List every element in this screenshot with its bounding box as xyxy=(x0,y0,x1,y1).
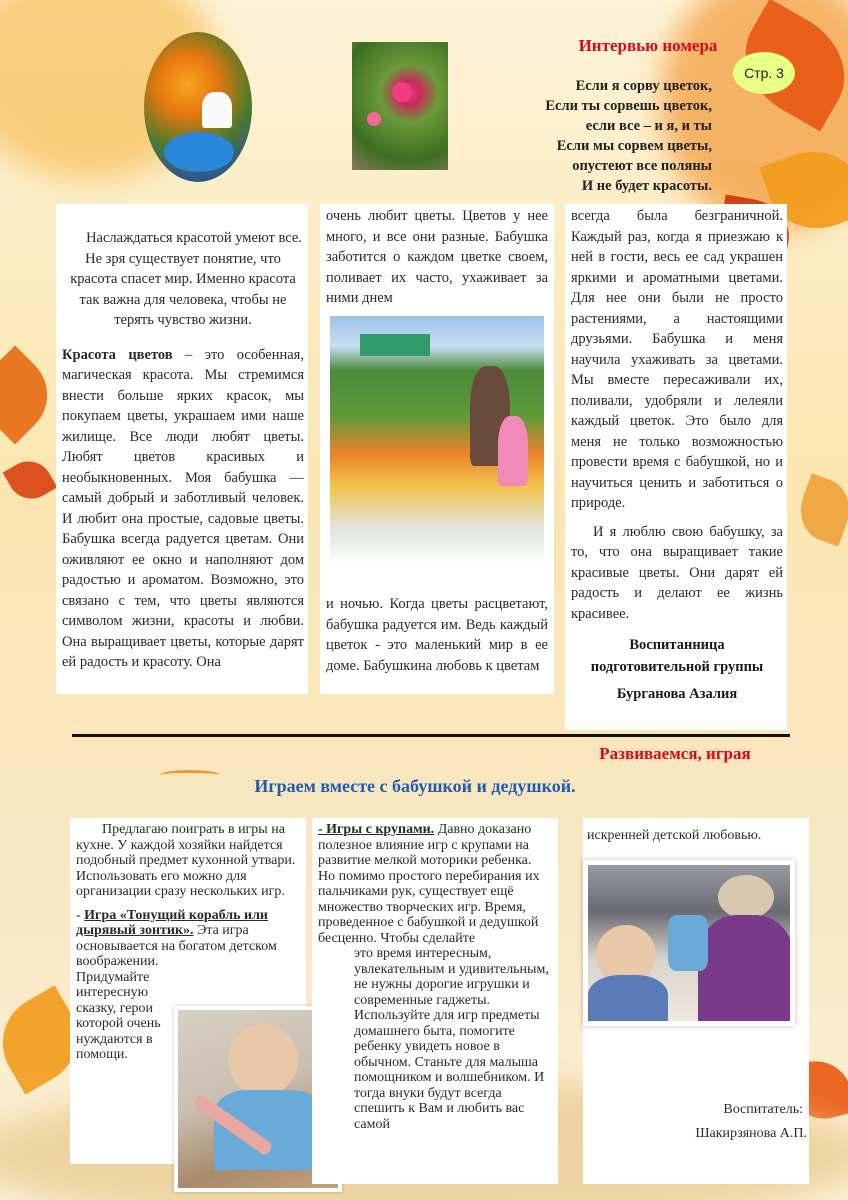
poem-line: Если я сорву цветок, xyxy=(575,78,712,94)
page-number-badge: Стр. 3 xyxy=(733,52,795,94)
photo-pink-flowers xyxy=(352,42,448,170)
body-text: искренней детской любовью. xyxy=(587,828,762,843)
body-paragraph: всегда была безграничной. Каждый раз, когда я приезжаю к ней в гости, весь ее сад украшен яркими и ароматными цветами. Для нее они были не просто растениями, а настоящими друзьями. Бабушка и меня научила ухаживать за цветами. Мы вместе пересаживали их, поливали, удобряли и лелеяли каждый цветок. Это было для меня не только возможностью провести время с бабушкой, но и научиться ценить и заботиться о природе. xyxy=(571,208,783,511)
section-subtitle-play: Играем вместе с бабушкой и дедушкой. xyxy=(254,776,576,796)
signature-role: Воспитанница подготовительной группы xyxy=(590,637,764,675)
games-intro: Предлагаю поиграть в игры на кухне. У каждой хозяйки найдется подобный предмет кухонной утвари. Использовать его можно для организации сразу нескольких игр. xyxy=(76,822,296,899)
poem-line: И не будет красоты. xyxy=(581,178,712,194)
games-column-2 xyxy=(312,818,558,1184)
section-title-develop: Развиваемся, играя xyxy=(599,744,751,763)
cereal-games-paragraph xyxy=(318,822,550,946)
body-paragraph: очень любит цветы. Цветов у нее много, и все они разные. Бабушка заботится о каждом цветке своем, поливает их часто, ухаживает за ними днем xyxy=(326,208,548,306)
cereal-games-text: Давно доказано полезное влияние игр с крупами на развитие мелкой моторики ребенка. Но помимо простого перебирания их пальчиками рук, существует ещё множество творческих игр. Время, проведенное с бабушкой и дедушкой бесценно. Чтобы сделайте xyxy=(318,822,540,946)
poem-line: Если ты сорвешь цветок, xyxy=(545,98,712,114)
game-text-continued: Придумайте интересную сказку, герои которой очень нуждаются в помощи. xyxy=(76,969,161,1062)
body-text: – это особенная, магическая красота. Мы стремимся внести больше ярких красок, мы покупаем цветы, украшаем ими наше жилище. Все люди любят цветы. Любят цветов красивых и необыкновенных. Моя бабушка — самый добрый и заботливый человек. И любит она простые, садовые цветы. Бабушка всегда радуется цветам. Они оживляют ее окно и наполняют дом радостью и ароматом. Возможно, это связано с тем, что цветы являются символом жизни, красоты и любви. Она выращивает цветы, которые дарят ей радость и красоту. Она xyxy=(62,346,304,670)
game-paragraph: - Игра «Тонущий корабль или дырявый зонтик». Эта игра основывается на богатом детском воображении. xyxy=(76,907,277,969)
body-paragraph xyxy=(62,345,304,673)
section-divider xyxy=(72,734,790,737)
games-column-3 xyxy=(583,818,809,1184)
photo-family-garden xyxy=(330,316,544,566)
signature-name: Бурганова Азалия xyxy=(616,686,738,702)
cereal-games-text-continued: это время интересным, увлекательным и удивительным, не нужны дорогие игрушки и современные гаджеты. Используйте для игр предметы домашнего быта, помогите ребенку увидеть новое в обычном. Станьте для малыша помощником и волшебником. И тогда внуки будут всегда спешить к Вам и любить вас самой xyxy=(354,946,549,1132)
author-role: Воспитатель: xyxy=(723,1102,803,1117)
cereal-games-title: - Игры с крупами. xyxy=(318,822,435,837)
poem xyxy=(470,76,712,196)
section-title-interview: Интервью номера xyxy=(578,36,718,55)
article-column-3 xyxy=(565,204,787,730)
bold-lead: Красота цветов xyxy=(62,346,173,363)
photo-kitchen-baking xyxy=(583,860,795,1026)
body-paragraph: и ночью. Когда цветы расцветают, бабушка радуется им. Ведь каждый цветок - это маленький мир в ее доме. Бабушкина любовь к цветам xyxy=(326,596,548,674)
game-title: Игра «Тонущий корабль или дырявый зонтик». xyxy=(76,907,268,938)
article-column-1 xyxy=(56,204,308,694)
game-text: Эта игра основывается на богатом детском воображении. xyxy=(76,923,277,969)
author-name: Шакирзянова А.П. xyxy=(695,1126,807,1141)
poem-line: если все – и я, и ты xyxy=(585,118,712,134)
intro-paragraph: Наслаждаться красотой умеют все. Не зря существует понятие, что красота спасет мир. Именно красота так важна для человека, чтобы не терять чувство жизни. xyxy=(70,230,302,328)
photo-marigolds-storks xyxy=(144,32,252,182)
article-column-2 xyxy=(320,204,554,694)
poem-line: опустеют все поляны xyxy=(572,158,712,174)
poem-line: Если мы сорвем цветы, xyxy=(556,138,712,154)
body-paragraph: И я люблю свою бабушку, за то, что она выращивает такие красивые цветы. Они дарят ей радость и делают ее жизнь красивее. xyxy=(571,523,783,622)
